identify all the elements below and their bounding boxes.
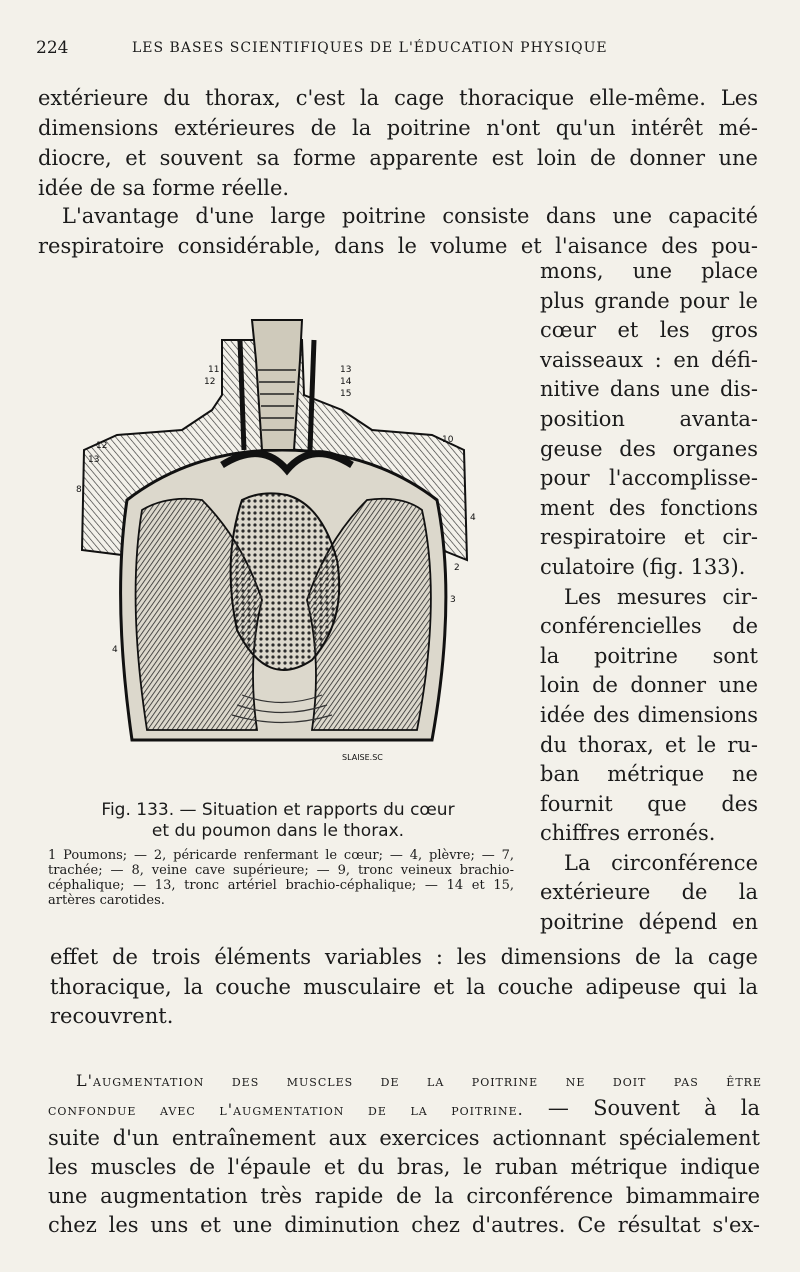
body-line: geuse des organes — [540, 436, 758, 461]
body-line: effet de trois éléments variables : les dimensions de la cage — [50, 945, 758, 969]
figure-label: 10 — [442, 435, 454, 445]
caption-line: Fig. 133. — Situation et rapports du cœur — [101, 800, 455, 820]
body-line: la poitrine sont — [540, 643, 758, 668]
body-line: idée des dimensions — [540, 702, 758, 727]
body-line: les muscles de l'épaule et du bras, le ruban métrique indique — [48, 1155, 760, 1179]
body-line: loin de donner une — [540, 673, 758, 698]
section-heading-smallcaps: confondue avec l'augmentation de la poitrine. — [48, 1100, 524, 1119]
body-line: vaisseaux : en défi- — [540, 347, 758, 372]
section-heading: L'augmentation des muscles de la poitrine ne doit pas être — [76, 1071, 762, 1090]
body-line: fournit que des — [540, 791, 758, 816]
figure-label: 3 — [450, 595, 456, 605]
body-line: chiffres erronés. — [540, 821, 716, 846]
body-line: du thorax, et le ru- — [540, 732, 758, 757]
body-line: culatoire (fig. 133). — [540, 554, 746, 579]
wrapped-text-column — [540, 257, 758, 938]
figure-label: 15 — [340, 389, 352, 399]
figure-label: 8 — [76, 485, 82, 495]
figure-label: 12 — [96, 441, 108, 451]
figure-legend: 1 Poumons; — 2, péricarde renfermant le cœur; — 4, plèvre; — 7, trachée; — 8, veine cave supérieure; — 9, tronc veineux brachio-céphalique; — 13, tronc artériel brachio-céphalique; — 14 et 15, artères carotides. — [48, 848, 514, 908]
body-line: Les mesures cir- — [564, 584, 758, 609]
figure-label: 4 — [470, 513, 476, 523]
body-line: poitrine dépend en — [540, 910, 758, 935]
body-line: idée de sa forme réelle. — [38, 176, 290, 200]
body-line: ban métrique ne — [540, 762, 758, 787]
body-line: plus grande pour le — [540, 288, 758, 313]
caption-line: et du poumon dans le thorax. — [151, 821, 405, 841]
figure-caption — [38, 800, 518, 842]
body-line: La circonférence — [564, 850, 758, 875]
body-line: thoracique, la couche musculaire et la couche adipeuse qui la — [50, 975, 758, 999]
thorax-engraving — [72, 300, 492, 770]
figure-label: 2 — [454, 563, 460, 573]
body-line: conférencielles de — [540, 614, 758, 639]
body-line: extérieure du thorax, c'est la cage thoracique elle-même. Les — [38, 86, 758, 110]
body-line: cœur et les gros — [540, 318, 758, 343]
figure-label: 11 — [208, 365, 220, 375]
running-title: LES BASES SCIENTIFIQUES DE L'ÉDUCATION PHYSIQUE — [132, 40, 608, 56]
body-line: chez les uns et une diminution chez d'autres. Ce résultat s'ex- — [48, 1213, 760, 1237]
body-line: respiratoire considérable, dans le volume et l'aisance des pou- — [38, 234, 758, 258]
section-heading-line2 — [48, 1094, 760, 1124]
body-line: diocre, et souvent sa forme apparente est loin de donner une — [38, 146, 758, 170]
body-line: dimensions extérieures de la poitrine n'ont qu'un intérêt mé- — [38, 116, 758, 140]
body-line: L'avantage d'une large poitrine consiste dans une capacité — [62, 204, 758, 228]
figure-label: 13 — [340, 365, 352, 375]
body-line: pour l'accomplisse- — [540, 466, 758, 491]
body-line: recouvrent. — [50, 1004, 174, 1028]
figure-label: 14 — [340, 377, 352, 387]
body-line: position avanta- — [540, 406, 758, 431]
engraver-signature: SLAISE.SC — [342, 753, 383, 762]
body-line: extérieure de la — [540, 880, 758, 905]
body-line: nitive dans une dis- — [540, 377, 758, 402]
body-line: respiratoire et cir- — [540, 525, 758, 550]
section-heading-rest: — Souvent à la — [523, 1096, 760, 1120]
thorax-illustration — [72, 300, 492, 770]
figure-label: 13 — [88, 455, 100, 465]
body-line: ment des fonctions — [540, 495, 758, 520]
body-line: suite d'un entraînement aux exercices actionnant spécialement — [48, 1126, 760, 1150]
body-line: mons, une place — [540, 259, 758, 283]
page-number: 224 — [36, 38, 69, 58]
body-line: une augmentation très rapide de la circonférence bimammaire — [48, 1184, 760, 1208]
figure-label: 4 — [112, 645, 118, 655]
figure-label: 12 — [204, 377, 216, 387]
